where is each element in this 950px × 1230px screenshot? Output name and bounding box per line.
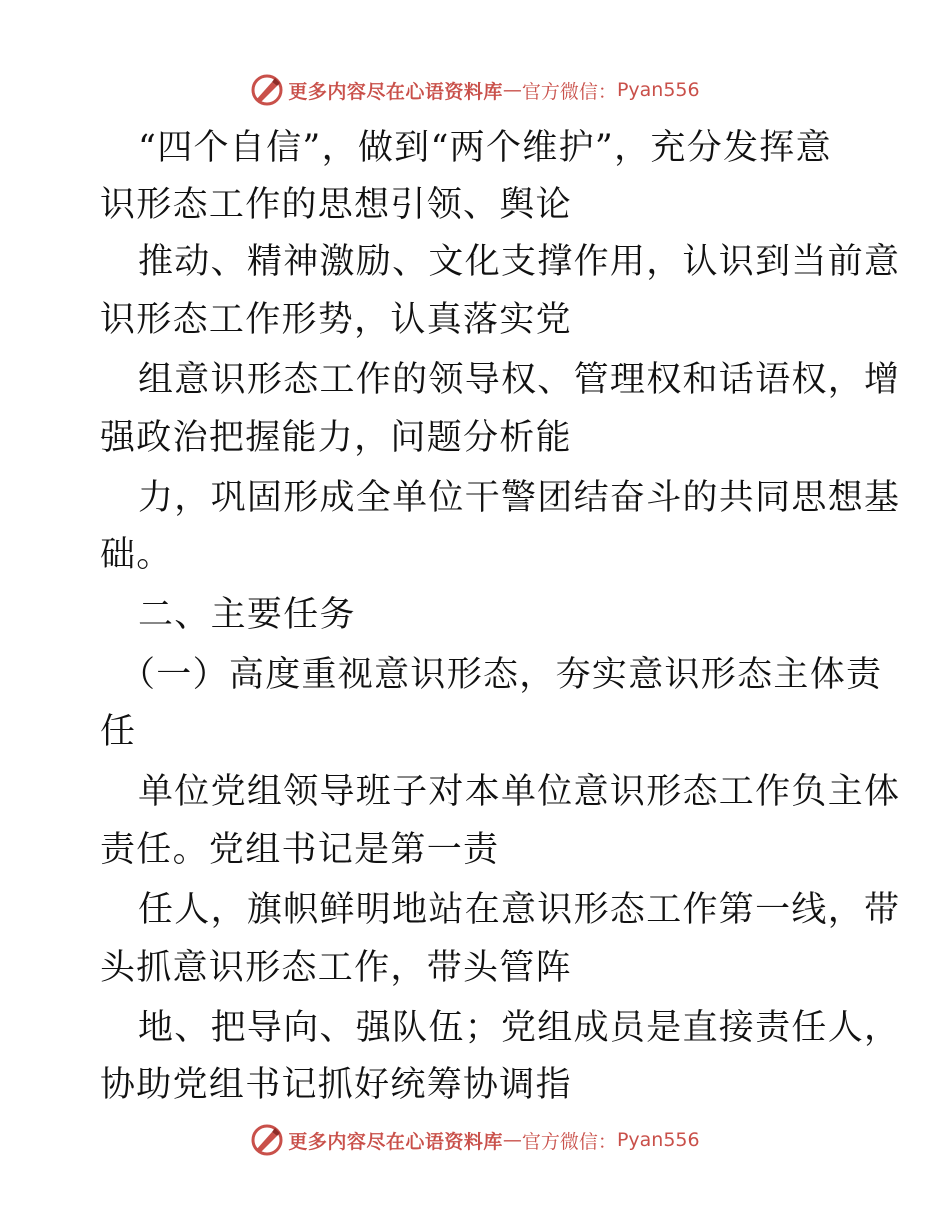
- paragraph-6-line-2: 头抓意识形态工作，带头管阵: [100, 948, 572, 988]
- paragraph-6-line-1: 任人，旗帜鲜明地站在意识形态工作第一线，带: [138, 890, 901, 930]
- footer-watermark: [0, 1120, 950, 1160]
- paragraph-4-line-1: 力，巩固形成全单位干警团结奋斗的共同思想基: [138, 478, 901, 518]
- paragraph-3-line-2: 强政治把握能力，问题分析能: [100, 418, 572, 458]
- watermark-official-label: 官方微信：: [521, 80, 617, 103]
- subsection-heading-line-2: 任: [100, 712, 137, 752]
- watermark-wechat-id: Pyan556: [616, 1129, 700, 1151]
- header-watermark: [0, 70, 950, 110]
- paragraph-2-line-1: 推动、精神激励、文化支撑作用，认识到当前意: [138, 242, 901, 282]
- paragraph-5-line-1: 单位党组领导班子对本单位意识形态工作负主体: [138, 772, 901, 812]
- pen-logo-icon: [250, 73, 284, 107]
- watermark-official-label: 官方微信：: [521, 1130, 617, 1153]
- paragraph-1-line-1: “四个自信”，做到“两个维护”，充分发挥意: [138, 128, 832, 168]
- pen-logo-icon: [250, 1123, 284, 1157]
- paragraph-7-line-2: 协助党组书记抓好统筹协调指: [100, 1065, 572, 1105]
- paragraph-4-line-2: 础。: [100, 535, 173, 575]
- paragraph-2-line-2: 识形态工作形势，认真落实党: [100, 300, 572, 340]
- paragraph-5-line-2: 责任。党组书记是第一责: [100, 830, 500, 870]
- watermark-text: 更多内容尽在心语资料库: [288, 1130, 503, 1153]
- watermark-wechat-id: Pyan556: [616, 79, 700, 101]
- watermark-text: 更多内容尽在心语资料库: [288, 80, 503, 103]
- watermark-separator: —: [502, 1129, 522, 1151]
- paragraph-1-line-2: 识形态工作的思想引领、舆论: [100, 185, 572, 225]
- watermark-separator: —: [502, 79, 522, 101]
- subsection-heading-line-1: （一）高度重视意识形态，夯实意识形态主体责: [120, 655, 883, 695]
- paragraph-7-line-1: 地、把导向、强队伍；党组成员是直接责任人，: [138, 1008, 901, 1048]
- section-heading: 二、主要任务: [138, 595, 356, 635]
- paragraph-3-line-1: 组意识形态工作的领导权、管理权和话语权，增: [138, 360, 901, 400]
